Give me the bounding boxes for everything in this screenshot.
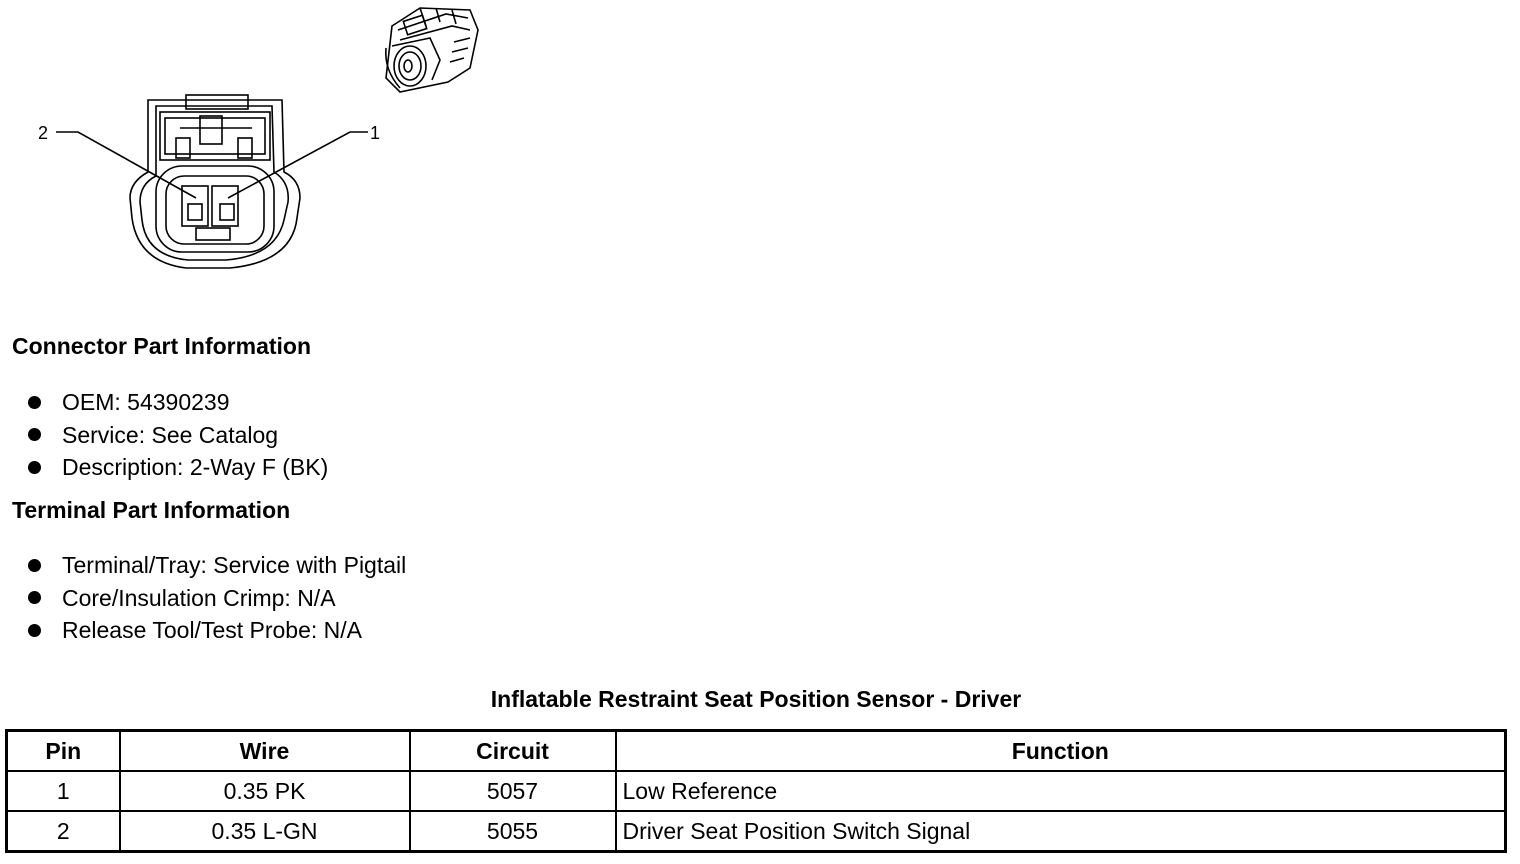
cell-pin: 2 — [7, 811, 120, 852]
pin-label-1: 1 — [370, 123, 381, 143]
terminal-tray: Terminal/Tray: Service with Pigtail — [62, 552, 407, 579]
list-item — [28, 451, 328, 484]
list-item — [28, 614, 406, 647]
bullet-icon — [28, 396, 41, 409]
connector-front-view — [130, 95, 300, 268]
bullet-icon — [28, 428, 41, 441]
connector-diagram — [0, 0, 520, 290]
cell-wire: 0.35 L-GN — [120, 811, 410, 852]
connector-oem: OEM: 54390239 — [62, 389, 230, 416]
connector-part-info-heading: Connector Part Information — [12, 333, 312, 359]
table-header-row — [7, 731, 1506, 772]
list-item — [28, 419, 328, 452]
table-title: Inflatable Restraint Seat Position Sensor - Driver — [490, 686, 1022, 712]
column-header-wire: Wire — [120, 731, 410, 772]
connector-part-info-list — [28, 386, 328, 484]
terminal-part-info-list — [28, 549, 406, 647]
column-header-function: Function — [616, 731, 1506, 772]
bullet-icon — [28, 559, 41, 572]
pin-label-2: 2 — [38, 123, 49, 143]
connector-isometric-view — [386, 8, 478, 92]
list-item — [28, 582, 406, 615]
cell-circuit: 5055 — [410, 811, 616, 852]
terminal-release-tool: Release Tool/Test Probe: N/A — [62, 617, 363, 644]
bullet-icon — [28, 461, 41, 474]
bullet-icon — [28, 591, 41, 604]
table-row — [7, 811, 1506, 852]
pin-2-leader — [56, 132, 196, 198]
column-header-pin: Pin — [7, 731, 120, 772]
list-item — [28, 549, 406, 582]
cell-function: Low Reference — [616, 771, 1506, 811]
bullet-icon — [28, 624, 41, 637]
connector-description: Description: 2-Way F (BK) — [62, 454, 329, 481]
column-header-circuit: Circuit — [410, 731, 616, 772]
terminal-crimp: Core/Insulation Crimp: N/A — [62, 584, 336, 611]
pinout-table — [5, 729, 1507, 853]
terminal-part-info-heading: Terminal Part Information — [12, 497, 291, 523]
cell-wire: 0.35 PK — [120, 771, 410, 811]
cell-function: Driver Seat Position Switch Signal — [616, 811, 1506, 852]
connector-service: Service: See Catalog — [62, 421, 279, 448]
cell-pin: 1 — [7, 771, 120, 811]
cell-circuit: 5057 — [410, 771, 616, 811]
table-row — [7, 771, 1506, 811]
list-item — [28, 386, 328, 419]
